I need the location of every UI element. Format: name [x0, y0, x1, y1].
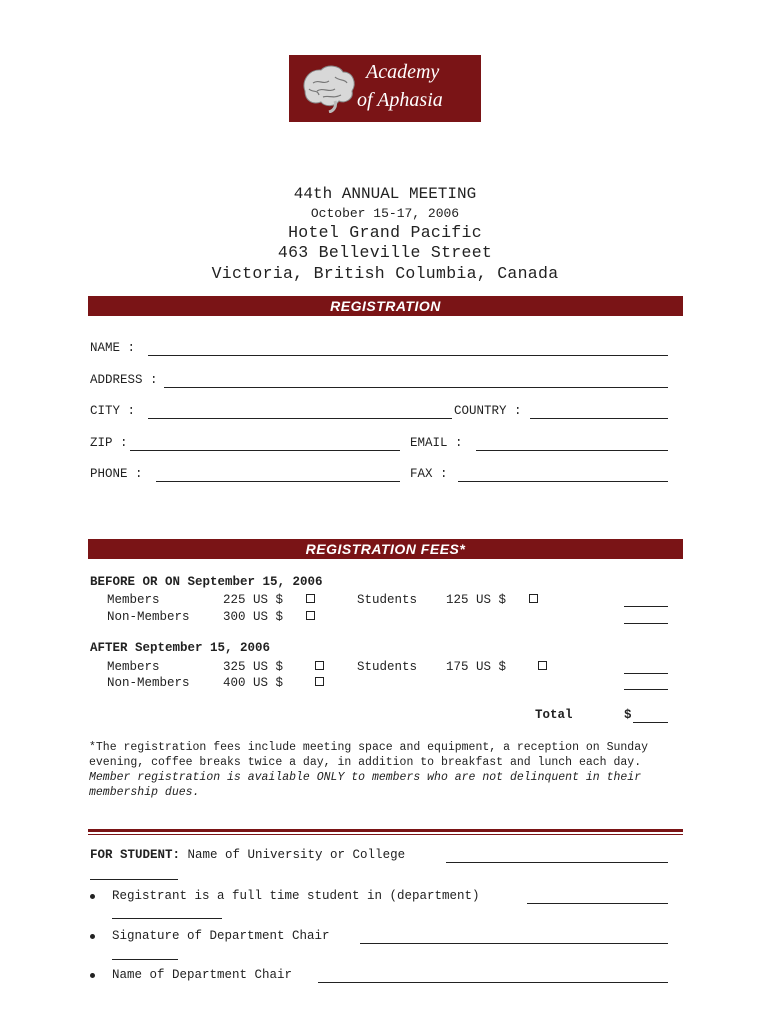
city-label: CITY :: [90, 404, 136, 418]
department-label: Registrant is a full time student in (department): [112, 889, 480, 903]
after-members-label: Members: [107, 660, 160, 674]
zip-field[interactable]: [130, 450, 400, 451]
before-nonmembers-price: 300 US $: [223, 610, 284, 624]
hotel-city: Victoria, British Columbia, Canada: [211, 264, 559, 283]
after-students-checkbox[interactable]: [538, 661, 547, 670]
fax-label: FAX :: [410, 467, 448, 481]
before-students-price: 125 US $: [446, 593, 507, 607]
fees-note: [89, 740, 674, 800]
after-students-label: Students: [357, 660, 418, 674]
registration-banner: REGISTRATION: [88, 296, 683, 316]
email-label: EMAIL :: [410, 436, 463, 450]
country-field[interactable]: [530, 418, 668, 419]
email-field[interactable]: [476, 450, 668, 451]
before-nonmembers-label: Non-Members: [107, 610, 190, 624]
bullet-1-icon: [90, 894, 95, 899]
hotel-name: Hotel Grand Pacific: [288, 223, 482, 242]
after-amount-line-1[interactable]: [624, 673, 668, 674]
student-university-row: [90, 848, 405, 862]
bullet-3-icon: [90, 973, 95, 978]
country-label: COUNTRY :: [454, 404, 522, 418]
section-divider-top: [88, 829, 683, 832]
total-label: Total: [535, 708, 573, 722]
after-nonmembers-price: 400 US $: [223, 676, 284, 690]
total-currency: $: [624, 708, 632, 722]
academy-logo: [289, 55, 481, 122]
before-members-label: Members: [107, 593, 160, 607]
university-field-continued[interactable]: [90, 879, 178, 880]
fax-field[interactable]: [458, 481, 668, 482]
zip-label: ZIP :: [90, 436, 128, 450]
chair-name-field[interactable]: [318, 982, 668, 983]
meeting-date: October 15-17, 2006: [310, 206, 460, 221]
department-field[interactable]: [527, 903, 668, 904]
before-students-label: Students: [357, 593, 418, 607]
name-field[interactable]: [148, 355, 668, 356]
after-nonmembers-checkbox[interactable]: [315, 677, 324, 686]
after-members-price: 325 US $: [223, 660, 284, 674]
name-label: NAME :: [90, 341, 136, 355]
after-nonmembers-label: Non-Members: [107, 676, 190, 690]
brain-icon: [299, 63, 357, 113]
address-field[interactable]: [164, 387, 668, 388]
logo-line-1: Academy: [366, 61, 440, 83]
university-label: Name of University or College: [187, 848, 406, 862]
before-nonmembers-checkbox[interactable]: [306, 611, 315, 620]
chair-signature-field[interactable]: [360, 943, 668, 944]
phone-label: PHONE :: [90, 467, 143, 481]
chair-signature-label: Signature of Department Chair: [112, 929, 330, 943]
before-students-checkbox[interactable]: [529, 594, 538, 603]
logo-line-2: of Aphasia: [357, 89, 443, 111]
university-field[interactable]: [446, 862, 668, 863]
department-field-continued[interactable]: [112, 918, 222, 919]
before-heading: BEFORE OR ON September 15, 2006: [90, 575, 323, 589]
after-heading: AFTER September 15, 2006: [90, 641, 271, 655]
bullet-2-icon: [90, 934, 95, 939]
student-heading: FOR STUDENT:: [90, 848, 181, 862]
fees-note-emphasis: Member registration is available ONLY to members who are not delinquent in their membership dues.: [89, 771, 642, 799]
after-amount-line-2[interactable]: [624, 689, 668, 690]
after-students-price: 175 US $: [446, 660, 507, 674]
city-field[interactable]: [148, 418, 452, 419]
hotel-address: 463 Belleville Street: [277, 243, 493, 262]
before-amount-line-2[interactable]: [624, 623, 668, 624]
phone-field[interactable]: [156, 481, 400, 482]
meeting-title: 44th ANNUAL MEETING: [293, 185, 477, 203]
fees-note-text: *The registration fees include meeting space and equipment, a reception on Sunday evening, coffee breaks twice a day, in addition to breakfast and lunch each day.: [89, 741, 648, 769]
after-members-checkbox[interactable]: [315, 661, 324, 670]
total-field[interactable]: [633, 722, 668, 723]
address-label: ADDRESS :: [90, 373, 158, 387]
before-amount-line-1[interactable]: [624, 606, 668, 607]
chair-signature-field-continued[interactable]: [112, 959, 178, 960]
before-members-checkbox[interactable]: [306, 594, 315, 603]
before-members-price: 225 US $: [223, 593, 284, 607]
fees-banner: REGISTRATION FEES*: [88, 539, 683, 559]
section-divider-bottom: [88, 834, 683, 835]
chair-name-label: Name of Department Chair: [112, 968, 293, 982]
